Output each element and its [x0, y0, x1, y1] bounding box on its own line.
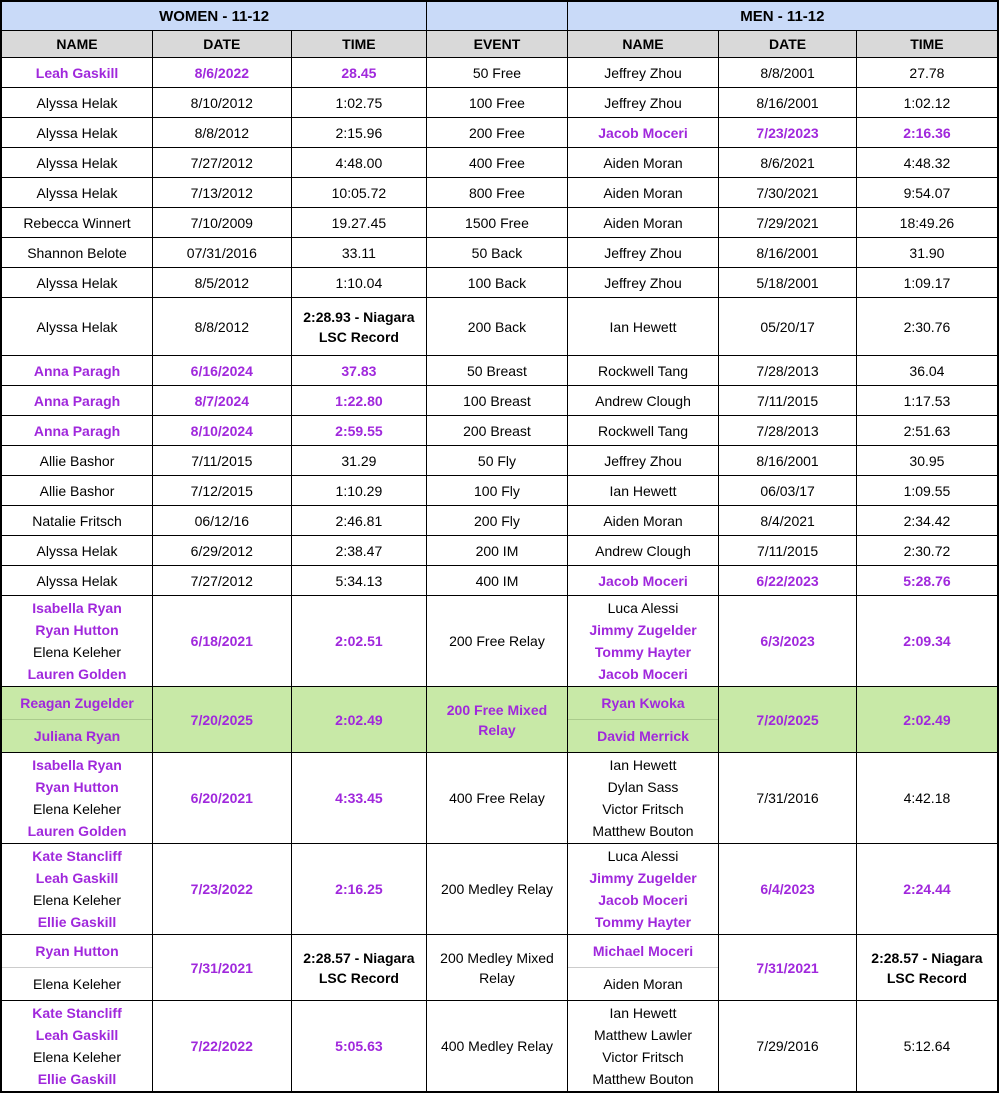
swimmer-name: Jeffrey Zhou	[604, 244, 682, 261]
swimmer-name: Kate Stancliff	[32, 848, 122, 864]
event-cell: 400 Free	[427, 148, 568, 178]
women-name-cell	[1, 566, 153, 596]
men-name-cell	[567, 1001, 719, 1093]
record-row	[1, 566, 998, 596]
men-name-cell	[567, 844, 719, 935]
women-name-cell	[1, 356, 153, 386]
women-time-cell: 2:28.57 - Niagara LSC Record	[291, 935, 427, 1001]
men-name-cell	[567, 298, 719, 356]
record-row	[1, 596, 998, 687]
event-cell: 1500 Free	[427, 208, 568, 238]
event-cell: 100 Fly	[427, 476, 568, 506]
women-name-cell	[1, 1001, 153, 1093]
women-name-cell	[1, 88, 153, 118]
men-time-cell: 2:51.63	[856, 416, 998, 446]
swimmer-name: Allie Bashor	[39, 452, 115, 469]
women-date-cell: 6/18/2021	[153, 596, 292, 687]
swimmer-name: Leah Gaskill	[35, 870, 119, 886]
women-name-cell	[1, 208, 153, 238]
swimmer-name: Tommy Hayter	[594, 914, 692, 930]
men-time-cell: 1:09.55	[856, 476, 998, 506]
men-name-cell	[567, 268, 719, 298]
swimmer-name: Elena Keleher	[2, 967, 152, 1000]
women-date-cell: 7/31/2021	[153, 935, 292, 1001]
swimmer-name: Alyssa Helak	[36, 124, 118, 141]
men-time-cell: 2:34.42	[856, 506, 998, 536]
men-name-cell	[567, 386, 719, 416]
swimmer-name: Ellie Gaskill	[37, 914, 117, 930]
record-row	[1, 1001, 998, 1093]
event-group-spacer	[427, 1, 568, 31]
men-name-cell	[567, 935, 719, 1001]
women-date-cell: 6/16/2024	[153, 356, 292, 386]
women-name-cell	[1, 268, 153, 298]
swimmer-name: Michael Moceri	[592, 943, 694, 959]
men-date-cell: 7/31/2021	[719, 935, 857, 1001]
women-name-cell	[1, 687, 153, 753]
men-date-cell: 5/18/2001	[719, 268, 857, 298]
record-row	[1, 687, 998, 753]
swimmer-name: Matthew Bouton	[592, 823, 694, 839]
women-date-cell: 6/29/2012	[153, 536, 292, 566]
men-date-cell: 6/3/2023	[719, 596, 857, 687]
men-name-column-header: NAME	[567, 31, 719, 58]
swimmer-name: Ryan Hutton	[35, 622, 119, 638]
women-time-cell: 2:02.49	[291, 687, 427, 753]
men-date-cell: 8/8/2001	[719, 58, 857, 88]
swimmer-name: Rockwell Tang	[598, 362, 689, 379]
event-cell: 400 Medley Relay	[427, 1001, 568, 1093]
women-time-cell: 33.11	[291, 238, 427, 268]
record-row	[1, 386, 998, 416]
women-time-cell: 37.83	[291, 356, 427, 386]
men-name-cell	[567, 566, 719, 596]
men-time-cell: 9:54.07	[856, 178, 998, 208]
record-row	[1, 476, 998, 506]
men-date-cell: 7/29/2016	[719, 1001, 857, 1093]
swimmer-name: Ian Hewett	[609, 482, 677, 499]
women-date-cell: 06/12/16	[153, 506, 292, 536]
women-date-cell: 7/11/2015	[153, 446, 292, 476]
men-name-cell	[567, 416, 719, 446]
men-time-cell: 27.78	[856, 58, 998, 88]
swimmer-name: Jeffrey Zhou	[604, 94, 682, 111]
swimmer-name: Alyssa Helak	[36, 572, 118, 589]
record-row	[1, 356, 998, 386]
women-date-cell: 8/8/2012	[153, 298, 292, 356]
men-time-cell: 5:28.76	[856, 566, 998, 596]
women-date-cell: 8/8/2012	[153, 118, 292, 148]
women-date-cell: 07/31/2016	[153, 238, 292, 268]
record-row	[1, 268, 998, 298]
swimmer-name: Jimmy Zugelder	[589, 870, 697, 886]
record-row	[1, 446, 998, 476]
women-time-cell: 2:02.51	[291, 596, 427, 687]
women-time-cell: 1:02.75	[291, 88, 427, 118]
men-time-cell: 2:24.44	[856, 844, 998, 935]
men-name-cell	[567, 446, 719, 476]
swimmer-name: Lauren Golden	[27, 823, 127, 839]
men-name-cell	[567, 118, 719, 148]
women-time-cell: 31.29	[291, 446, 427, 476]
swimmer-name: Aiden Moran	[568, 967, 719, 1000]
men-time-column-header: TIME	[856, 31, 998, 58]
swimmer-name: Aiden Moran	[603, 512, 683, 529]
swimmer-name: Elena Keleher	[33, 892, 121, 908]
men-date-cell: 8/4/2021	[719, 506, 857, 536]
women-date-cell: 7/27/2012	[153, 148, 292, 178]
men-name-cell	[567, 238, 719, 268]
swimmer-name: Kate Stancliff	[32, 1005, 122, 1021]
women-time-cell: 5:34.13	[291, 566, 427, 596]
women-name-cell	[1, 446, 153, 476]
swimmer-name: Isabella Ryan	[32, 757, 122, 773]
event-cell: 800 Free	[427, 178, 568, 208]
women-name-cell	[1, 753, 153, 844]
record-row	[1, 238, 998, 268]
women-time-cell: 28.45	[291, 58, 427, 88]
swimmer-name: Alyssa Helak	[36, 274, 118, 291]
swimmer-name: Ian Hewett	[609, 1005, 677, 1021]
swimmer-name: Andrew Clough	[595, 542, 691, 559]
swimmer-name: Lauren Golden	[27, 666, 127, 682]
women-time-cell: 2:15.96	[291, 118, 427, 148]
women-time-cell: 10:05.72	[291, 178, 427, 208]
women-name-cell	[1, 58, 153, 88]
women-time-cell: 2:38.47	[291, 536, 427, 566]
men-name-cell	[567, 148, 719, 178]
swimmer-name: Matthew Lawler	[593, 1027, 693, 1043]
men-time-cell: 1:02.12	[856, 88, 998, 118]
swimmer-name: Isabella Ryan	[32, 600, 122, 616]
women-time-cell: 5:05.63	[291, 1001, 427, 1093]
women-name-cell	[1, 118, 153, 148]
women-name-cell	[1, 148, 153, 178]
men-name-cell	[567, 356, 719, 386]
women-date-cell: 8/7/2024	[153, 386, 292, 416]
women-name-cell	[1, 844, 153, 935]
swimmer-name: Jimmy Zugelder	[589, 622, 697, 638]
men-time-cell: 1:17.53	[856, 386, 998, 416]
record-row	[1, 753, 998, 844]
swimmer-name: Victor Fritsch	[602, 1049, 684, 1065]
swimmer-name: Ian Hewett	[609, 318, 677, 335]
record-row	[1, 58, 998, 88]
women-name-cell	[1, 476, 153, 506]
men-time-cell: 2:30.76	[856, 298, 998, 356]
men-date-cell: 7/29/2021	[719, 208, 857, 238]
swimmer-name: Jeffrey Zhou	[604, 64, 682, 81]
men-group-header: MEN - 11-12	[567, 1, 998, 31]
swimmer-name: Aiden Moran	[603, 214, 683, 231]
women-date-cell: 7/12/2015	[153, 476, 292, 506]
men-name-cell	[567, 476, 719, 506]
event-column-header: EVENT	[427, 31, 568, 58]
men-time-cell: 1:09.17	[856, 268, 998, 298]
swimmer-name: Jacob Moceri	[598, 666, 688, 682]
men-date-cell: 8/16/2001	[719, 238, 857, 268]
men-time-cell: 18:49.26	[856, 208, 998, 238]
men-time-cell: 2:28.57 - Niagara LSC Record	[856, 935, 998, 1001]
event-cell: 200 Back	[427, 298, 568, 356]
swimmer-name: Jeffrey Zhou	[604, 274, 682, 291]
event-cell: 200 Free	[427, 118, 568, 148]
event-cell: 200 Free Relay	[427, 596, 568, 687]
men-date-cell: 7/11/2015	[719, 536, 857, 566]
swimmer-name: Rebecca Winnert	[23, 214, 131, 231]
women-date-cell: 6/20/2021	[153, 753, 292, 844]
swimmer-name: Anna Paragh	[33, 362, 121, 379]
women-time-cell: 2:16.25	[291, 844, 427, 935]
men-name-cell	[567, 536, 719, 566]
men-time-cell: 4:48.32	[856, 148, 998, 178]
men-name-cell	[567, 88, 719, 118]
men-name-cell	[567, 58, 719, 88]
swimmer-name: Alyssa Helak	[36, 318, 118, 335]
women-name-cell	[1, 178, 153, 208]
event-cell: 200 Breast	[427, 416, 568, 446]
swimmer-name: Victor Fritsch	[602, 801, 684, 817]
event-cell: 100 Free	[427, 88, 568, 118]
swimmer-name: Ryan Hutton	[35, 943, 119, 959]
swimmer-name: Juliana Ryan	[2, 719, 152, 752]
swimmer-name: Alyssa Helak	[36, 94, 118, 111]
swimmer-name: Matthew Bouton	[592, 1071, 694, 1087]
women-name-column-header: NAME	[1, 31, 153, 58]
women-time-cell: 2:59.55	[291, 416, 427, 446]
event-cell: 50 Back	[427, 238, 568, 268]
swimmer-name: Jacob Moceri	[598, 572, 688, 589]
men-date-cell: 7/11/2015	[719, 386, 857, 416]
table-body	[1, 58, 998, 1093]
swimmer-name: David Merrick	[568, 719, 719, 752]
men-date-cell: 7/20/2025	[719, 687, 857, 753]
record-row	[1, 148, 998, 178]
women-date-cell: 7/23/2022	[153, 844, 292, 935]
swimmer-name: Elena Keleher	[33, 801, 121, 817]
men-time-cell: 31.90	[856, 238, 998, 268]
men-time-cell: 2:02.49	[856, 687, 998, 753]
men-date-cell: 7/28/2013	[719, 416, 857, 446]
men-date-cell: 6/22/2023	[719, 566, 857, 596]
swimmer-name: Jeffrey Zhou	[604, 452, 682, 469]
event-cell: 200 Medley Mixed Relay	[427, 935, 568, 1001]
women-time-cell: 1:10.04	[291, 268, 427, 298]
record-row	[1, 506, 998, 536]
men-name-cell	[567, 208, 719, 238]
women-time-cell: 1:10.29	[291, 476, 427, 506]
men-name-cell	[567, 178, 719, 208]
women-name-cell	[1, 386, 153, 416]
record-row	[1, 935, 998, 1001]
swimmer-name: Anna Paragh	[33, 392, 121, 409]
men-time-cell: 2:30.72	[856, 536, 998, 566]
men-date-cell: 8/6/2021	[719, 148, 857, 178]
swimmer-name: Ellie Gaskill	[37, 1071, 117, 1087]
event-cell: 200 Medley Relay	[427, 844, 568, 935]
event-cell: 100 Back	[427, 268, 568, 298]
event-cell: 200 Fly	[427, 506, 568, 536]
men-time-cell: 4:42.18	[856, 753, 998, 844]
men-time-cell: 30.95	[856, 446, 998, 476]
women-date-cell: 7/22/2022	[153, 1001, 292, 1093]
event-cell: 200 IM	[427, 536, 568, 566]
women-name-cell	[1, 416, 153, 446]
record-row	[1, 178, 998, 208]
swimmer-name: Ryan Kwoka	[601, 695, 685, 711]
men-time-cell: 36.04	[856, 356, 998, 386]
men-time-cell: 2:09.34	[856, 596, 998, 687]
swimmer-name: Allie Bashor	[39, 482, 115, 499]
swimmer-name: Luca Alessi	[607, 848, 679, 864]
swimmer-name: Reagan Zugelder	[20, 695, 134, 711]
event-cell: 50 Fly	[427, 446, 568, 476]
swimmer-name: Tommy Hayter	[594, 644, 692, 660]
swimmer-name: Leah Gaskill	[35, 64, 119, 81]
event-cell: 400 Free Relay	[427, 753, 568, 844]
men-date-cell: 7/23/2023	[719, 118, 857, 148]
swimmer-name: Aiden Moran	[603, 154, 683, 171]
men-date-cell: 06/03/17	[719, 476, 857, 506]
women-time-cell: 2:28.93 - Niagara LSC Record	[291, 298, 427, 356]
swimmer-name: Alyssa Helak	[36, 542, 118, 559]
swimmer-name: Andrew Clough	[595, 392, 691, 409]
record-row	[1, 536, 998, 566]
men-time-cell: 2:16.36	[856, 118, 998, 148]
women-time-cell: 19.27.45	[291, 208, 427, 238]
swimmer-name: Ian Hewett	[609, 757, 677, 773]
men-name-cell	[567, 753, 719, 844]
men-date-cell: 7/28/2013	[719, 356, 857, 386]
women-name-cell	[1, 536, 153, 566]
women-group-header: WOMEN - 11-12	[1, 1, 427, 31]
swimmer-name: Dylan Sass	[607, 779, 679, 795]
men-date-cell: 8/16/2001	[719, 88, 857, 118]
men-date-cell: 6/4/2023	[719, 844, 857, 935]
record-row	[1, 208, 998, 238]
women-date-cell: 8/10/2024	[153, 416, 292, 446]
swimmer-name: Ryan Hutton	[35, 779, 119, 795]
swimmer-name: Jacob Moceri	[598, 892, 688, 908]
event-cell: 100 Breast	[427, 386, 568, 416]
swimmer-name: Aiden Moran	[603, 184, 683, 201]
column-header-row	[1, 31, 998, 58]
event-cell: 200 Free Mixed Relay	[427, 687, 568, 753]
swimmer-name: Alyssa Helak	[36, 184, 118, 201]
women-date-column-header: DATE	[153, 31, 292, 58]
women-name-cell	[1, 506, 153, 536]
swimmer-name: Anna Paragh	[33, 422, 121, 439]
event-cell: 50 Breast	[427, 356, 568, 386]
women-date-cell: 8/10/2012	[153, 88, 292, 118]
men-time-cell: 5:12.64	[856, 1001, 998, 1093]
swimmer-name: Alyssa Helak	[36, 154, 118, 171]
swimmer-name: Rockwell Tang	[598, 422, 689, 439]
event-cell: 50 Free	[427, 58, 568, 88]
record-row	[1, 298, 998, 356]
men-name-cell	[567, 687, 719, 753]
men-date-cell: 7/31/2016	[719, 753, 857, 844]
group-header-row	[1, 1, 998, 31]
women-name-cell	[1, 238, 153, 268]
swimmer-name: Natalie Fritsch	[32, 512, 122, 529]
women-date-cell: 7/27/2012	[153, 566, 292, 596]
men-name-cell	[567, 506, 719, 536]
women-date-cell: 7/10/2009	[153, 208, 292, 238]
men-date-cell: 05/20/17	[719, 298, 857, 356]
men-name-cell	[567, 596, 719, 687]
women-time-cell: 1:22.80	[291, 386, 427, 416]
women-time-cell: 2:46.81	[291, 506, 427, 536]
women-time-cell: 4:48.00	[291, 148, 427, 178]
record-row	[1, 88, 998, 118]
women-time-column-header: TIME	[291, 31, 427, 58]
swimmer-name: Jacob Moceri	[598, 124, 688, 141]
record-row	[1, 416, 998, 446]
swimmer-name: Elena Keleher	[33, 1049, 121, 1065]
women-time-cell: 4:33.45	[291, 753, 427, 844]
women-date-cell: 7/13/2012	[153, 178, 292, 208]
men-date-cell: 7/30/2021	[719, 178, 857, 208]
women-date-cell: 7/20/2025	[153, 687, 292, 753]
women-name-cell	[1, 935, 153, 1001]
men-date-cell: 8/16/2001	[719, 446, 857, 476]
women-name-cell	[1, 596, 153, 687]
swimmer-name: Shannon Belote	[27, 244, 127, 261]
women-name-cell	[1, 298, 153, 356]
swimmer-name: Luca Alessi	[607, 600, 679, 616]
men-date-column-header: DATE	[719, 31, 857, 58]
swimmer-name: Elena Keleher	[33, 644, 121, 660]
women-date-cell: 8/5/2012	[153, 268, 292, 298]
event-cell: 400 IM	[427, 566, 568, 596]
women-date-cell: 8/6/2022	[153, 58, 292, 88]
swimmer-name: Leah Gaskill	[35, 1027, 119, 1043]
record-row	[1, 118, 998, 148]
record-row	[1, 844, 998, 935]
